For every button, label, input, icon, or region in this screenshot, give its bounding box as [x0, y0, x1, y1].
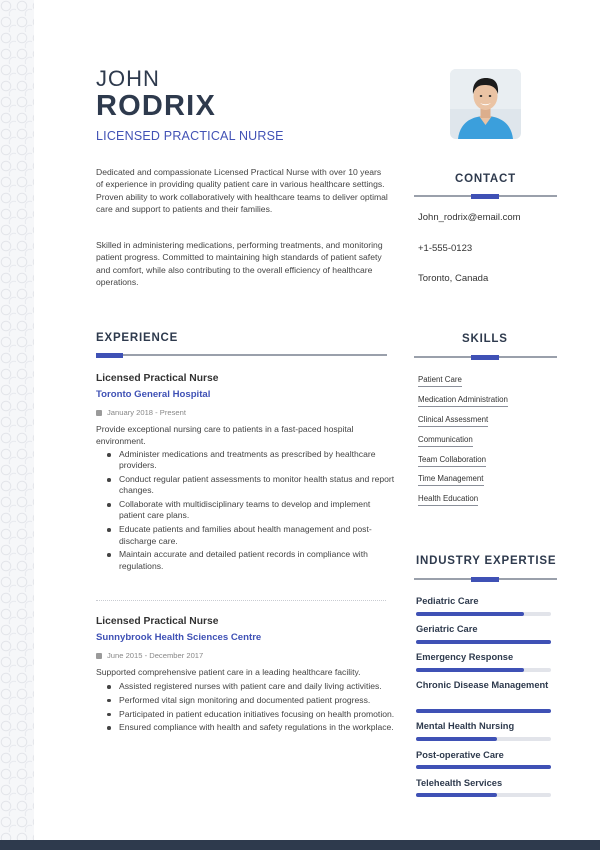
list-item: Performed vital sign monitoring and documented patient progress.: [105, 695, 395, 706]
expertise-bar: [416, 709, 551, 713]
list-item: Assisted registered nurses with patient care and daily living activities.: [105, 681, 395, 692]
skills-heading: SKILLS: [462, 333, 508, 345]
summary-paragraph-1: Dedicated and compassionate Licensed Practical Nurse with over 10 years of experience in providing quality patient care in various healthcare settings. Proven ability to work collaboratively with healthcare teams to deliver optimal care and support to patients and their families.: [96, 167, 388, 214]
expertise-label: Emergency Response: [416, 652, 514, 662]
summary-paragraph-2: Skilled in administering medications, performing treatments, and monitoring patient progress. Committed to maintaining high standards of patient safety and comfort, while also contributing to the overall efficiency of healthcare operations.: [96, 240, 383, 287]
job-1-bullets: [105, 449, 395, 574]
decorative-pattern-strip: [0, 0, 34, 850]
contact-phone: +1-555-0123: [418, 243, 473, 254]
list-item: Educate patients and families about health management and post-discharge care.: [105, 524, 395, 547]
expertise-label: Telehealth Services: [416, 778, 503, 788]
list-item: Conduct regular patient assessments to monitor health status and report changes.: [105, 474, 395, 497]
expertise-bar: [416, 765, 551, 769]
job-1-description: Provide exceptional nursing care to patients in a fast-paced hospital environment.: [96, 424, 354, 446]
job-role: LICENSED PRACTICAL NURSE: [96, 129, 284, 143]
job-2-title: Licensed Practical Nurse: [96, 616, 219, 627]
expertise-label: Pediatric Care: [416, 596, 479, 606]
list-item: Administer medications and treatments as prescribed by healthcare providers.: [105, 449, 395, 472]
contact-location: Toronto, Canada: [418, 273, 489, 284]
job-2-dates: June 2015 - December 2017: [96, 651, 203, 660]
expertise-label: Geriatric Care: [416, 624, 478, 634]
job-1-title: Licensed Practical Nurse: [96, 373, 219, 384]
job-2-description: Supported comprehensive patient care in a leading healthcare facility.: [96, 667, 361, 677]
calendar-icon: [96, 410, 102, 416]
skill-item: Health Education: [418, 494, 478, 506]
skill-item: Team Collaboration: [418, 455, 486, 467]
expertise-bar: [416, 793, 551, 797]
job-2-company: Sunnybrook Health Sciences Centre: [96, 632, 262, 643]
expertise-bar: [416, 737, 551, 741]
job-1-dates: January 2018 - Present: [96, 408, 186, 417]
contact-heading: CONTACT: [455, 173, 516, 185]
skill-item: Medication Administration: [418, 395, 508, 407]
expertise-label: Post-operative Care: [416, 750, 504, 760]
list-item: Ensured compliance with health and safety regulations in the workplace.: [105, 722, 395, 733]
list-item: Participated in patient education initiatives focusing on health promotion.: [105, 709, 395, 720]
expertise-heading-rule: [414, 578, 557, 580]
expertise-label: Mental Health Nursing: [416, 721, 515, 731]
skill-item: Patient Care: [418, 375, 462, 387]
skill-item: Time Management: [418, 474, 484, 486]
first-name: JOHN: [96, 66, 160, 91]
skill-item: Clinical Assessment: [418, 415, 488, 427]
profile-photo: [450, 69, 521, 139]
footer-bar: [0, 840, 600, 850]
expertise-bar: [416, 668, 551, 672]
expertise-bar: [416, 640, 551, 644]
skills-heading-rule: [414, 356, 557, 358]
experience-heading-rule: [96, 354, 387, 356]
expertise-heading: INDUSTRY EXPERTISE: [416, 555, 557, 567]
job-divider: [96, 600, 386, 601]
contact-heading-rule: [414, 195, 557, 197]
job-2-bullets: [105, 681, 395, 736]
contact-email: John_rodrix@email.com: [418, 212, 521, 223]
list-item: Collaborate with multidisciplinary teams to develop and implement patient care plans.: [105, 499, 395, 522]
job-1-company: Toronto General Hospital: [96, 389, 211, 400]
last-name: RODRIX: [96, 90, 216, 122]
experience-heading: EXPERIENCE: [96, 332, 179, 344]
list-item: Maintain accurate and detailed patient records in compliance with regulations.: [105, 549, 395, 572]
calendar-icon: [96, 653, 102, 659]
expertise-label: Chronic Disease Management: [416, 680, 549, 690]
skill-item: Communication: [418, 435, 473, 447]
expertise-bar: [416, 612, 551, 616]
